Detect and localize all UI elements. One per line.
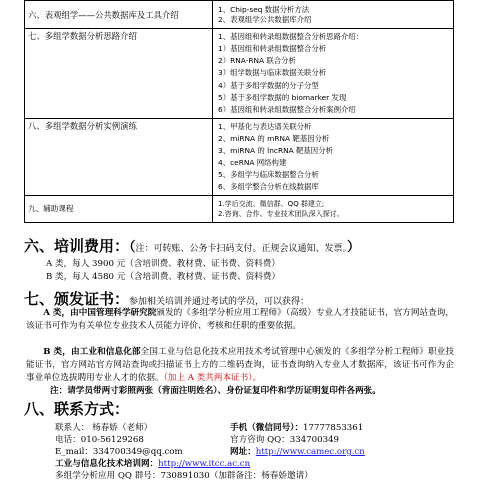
list-item: 5、多组学与临床数据整合分析 — [218, 170, 319, 180]
row-heading: 七、多组学数据分析思路介绍 — [25, 29, 213, 119]
contact-platform-line — [55, 458, 250, 470]
table-row — [25, 119, 454, 196]
row-heading: 六、表观组学——公共数据库及工具介绍 — [25, 1, 213, 29]
fee-line-a: A 类，每人 3900 元（含培训费、教材费、证书费、资料费） — [46, 259, 280, 269]
contact-section-heading — [24, 398, 129, 419]
row-items — [213, 196, 454, 223]
group-note: （加群备注：杨春娇邀请） — [209, 471, 313, 481]
row-items — [213, 29, 454, 119]
site-link[interactable]: http://www.camec.org.cn — [255, 447, 365, 457]
cert-b-red: （加上 A 类共两本证书）。 — [163, 372, 262, 383]
contact-title: 八、联系方式： — [24, 400, 130, 418]
fees-note: 注：可转账、公务卡扫码支付。正规会议通知、发票。 — [135, 244, 348, 254]
cert-section-heading — [24, 288, 309, 309]
table-row — [25, 1, 454, 29]
platform-link[interactable]: http://www.itcc.ac.cn — [158, 459, 251, 469]
phone-value: 17777853361 — [303, 423, 364, 433]
list-item: 3、miRNA 的 lncRNA 靶基因分析 — [218, 145, 333, 155]
list-item: 2）RNA-RNA 联合分析 — [218, 56, 296, 66]
cert-a-body: 颁发的《多组学分析应用工程师》（高级）专业人才技能证书，官方网站查询，该证书可作为有关单位专业技术人员能力评价、考核和任职的重要依据。 — [26, 308, 454, 331]
list-item: 1.学后交流、微信群、QQ 群建立; — [218, 200, 325, 208]
fees-note-open: （ — [129, 240, 136, 255]
contact-site-line — [230, 446, 365, 458]
contact-person: 联系人： 杨春娇（老师） — [55, 423, 153, 433]
course-table — [24, 0, 454, 223]
list-item: 4、ceRNA 网络构建 — [218, 158, 287, 167]
contact-tel: 电话：010-56129268 — [55, 435, 144, 445]
list-item: 2.咨询、合作、专业技术团队深入探讨。 — [218, 210, 344, 218]
row-items — [213, 119, 454, 196]
table-row — [25, 29, 454, 119]
group-value: 730891030 — [160, 471, 210, 481]
list-item: 3）组学数据与临床数据关联分析 — [218, 68, 327, 78]
fee-line-b: B 类，每人 4580 元（含培训费、教材费、证书费、资料费） — [46, 272, 281, 282]
contact-qq-line — [230, 434, 339, 446]
list-item: 1、Chip-seq 数据分析方法 — [218, 4, 310, 14]
list-item: 6、多组学整合分析在线数据库 — [218, 182, 319, 192]
row-items — [213, 1, 454, 29]
cert-b-body: 全国工业与信息化技术应用技术考试管理中心颁发的《多组学分析工程师》职业技能证书，官方网站官方网站查询或扫描证书上方的二维码查询，证书查询纳入专业人才数据库，该证书可作为企事业单位选拔聘用专业人才的依据。 — [26, 347, 454, 383]
contact-phone-line — [230, 422, 363, 434]
cert-b-lead: B 类，由工业和信息化部 — [43, 347, 141, 357]
row-heading: 九、辅助课程 — [25, 196, 213, 223]
list-item: 5）基于多组学数据的 biomarker 发现 — [218, 92, 347, 102]
platform-label: 工业与信息化技术培训网： — [55, 459, 159, 469]
list-item: 6）基因组和转录组数据整合分析案例介绍 — [218, 104, 356, 114]
contact-email[interactable]: E_mail：334700349@qq.com — [55, 447, 183, 457]
list-item: 2、表观组学公共数据库介绍 — [218, 14, 312, 24]
fees-section-heading — [24, 235, 360, 256]
qq-label: 官方咨询 QQ： — [230, 435, 290, 445]
row-heading: 八、多组学数据分析实例演练 — [25, 119, 213, 196]
list-item: 1、基因组和转录组数据整合分析思路介绍： — [218, 32, 364, 42]
cert-a-lead: A 类，由中国管理科学研究院 — [43, 308, 157, 318]
list-item: 1）基因组和转录组数据整合分析 — [218, 44, 327, 54]
phone-label: 手机（微信同号）： — [230, 423, 304, 433]
list-item: 1、甲基化与表达谱关联分析 — [218, 121, 312, 131]
contact-group-line — [55, 470, 313, 482]
list-item: 2、miRNA 的 mRNA 靶基因分析 — [218, 133, 330, 143]
list-item: 4）基于多组学数据的分子分型 — [218, 80, 319, 90]
cert-b-paragraph — [26, 346, 454, 384]
qq-value: 334700349 — [289, 435, 340, 445]
table-row — [25, 196, 454, 223]
site-label: 网址： — [230, 447, 256, 457]
cert-title: 七、颁发证书： — [24, 290, 130, 308]
fees-note-close: ） — [347, 240, 361, 255]
group-label: 多组学分析应用 QQ 群号： — [55, 471, 161, 481]
cert-intro: 参加相关培训并通过考试的学员，可以获得： — [129, 297, 310, 307]
fees-title: 六、培训费用： — [24, 237, 130, 255]
cert-a-paragraph — [26, 307, 454, 333]
cert-note: 注：请学员带两寸彩照两张（背面注明姓名）、身份证复印件和学历证明复印件各两张。 — [50, 386, 381, 396]
